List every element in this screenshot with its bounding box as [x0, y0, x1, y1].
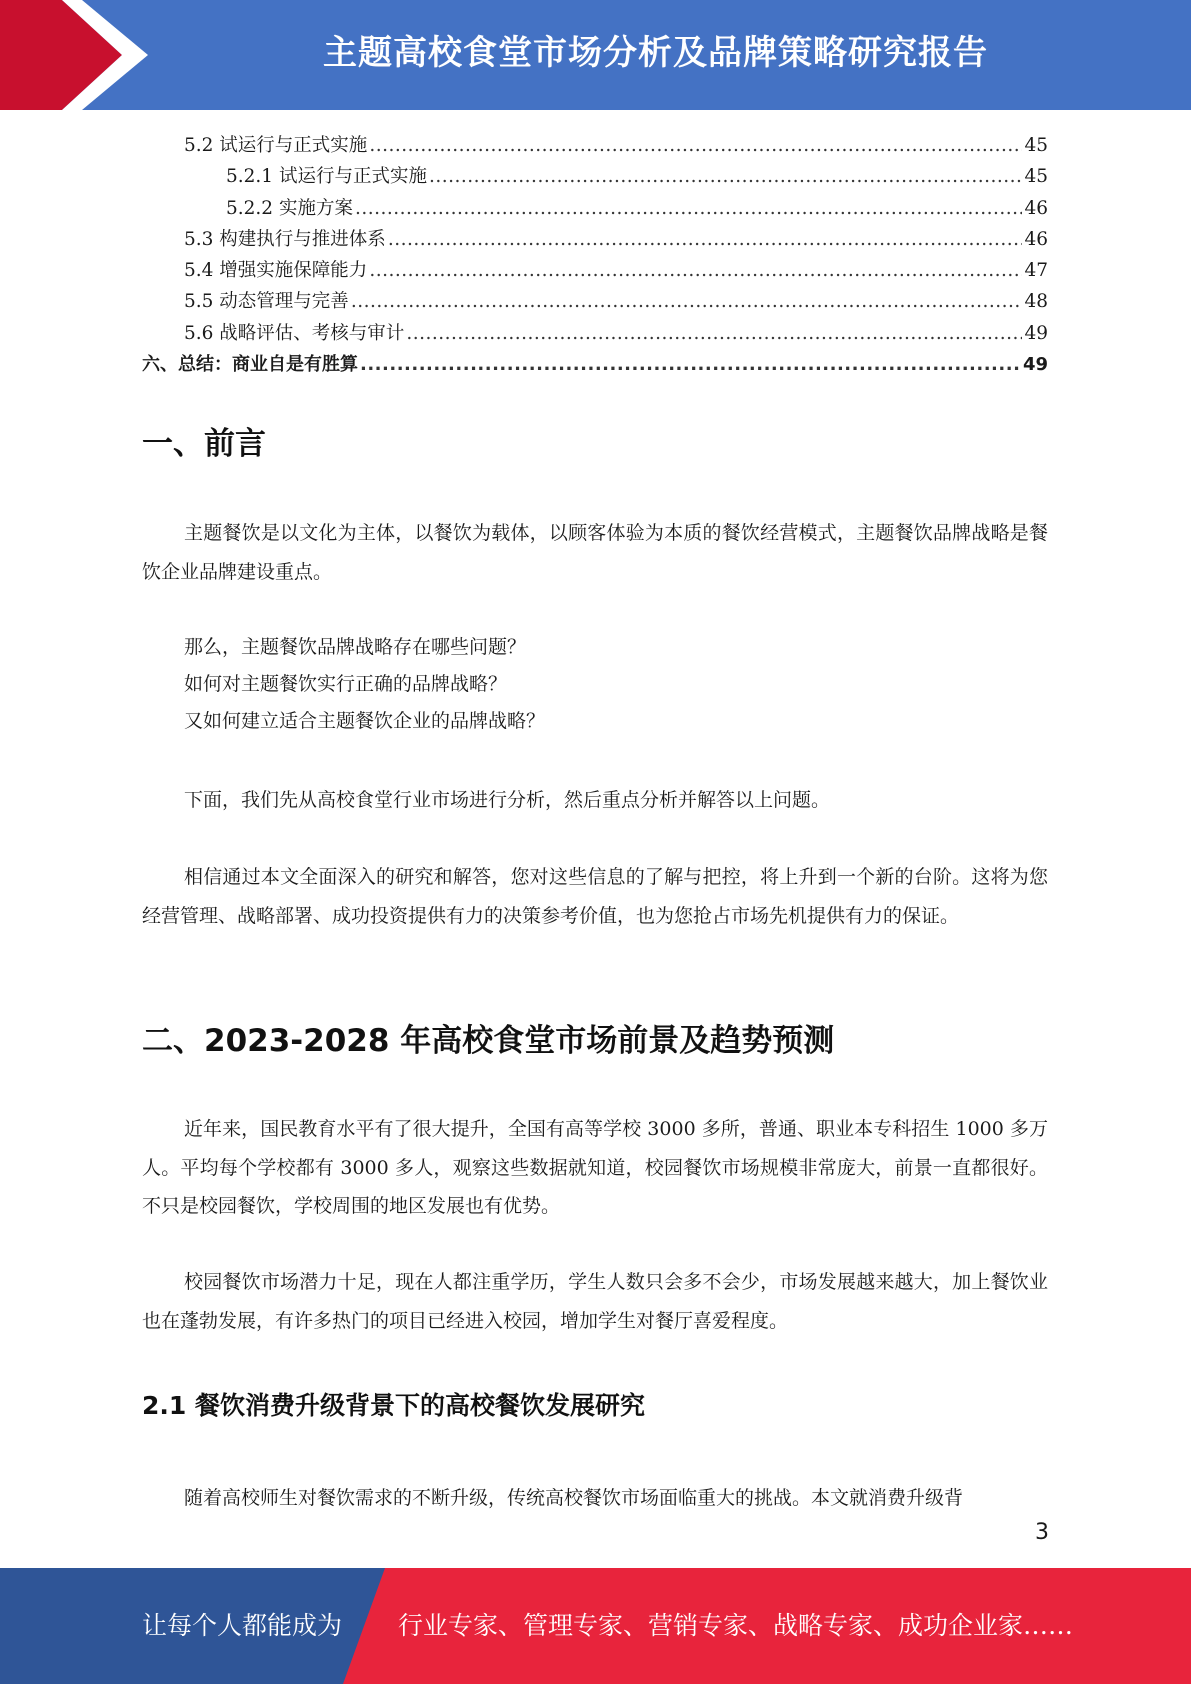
toc-item-chapter[interactable]	[142, 349, 1048, 380]
toc-item[interactable]	[142, 255, 1048, 286]
toc-item-page: 45	[1024, 135, 1048, 156]
toc-item-label: 5.4 增强实施保障能力	[184, 260, 368, 282]
toc-item-page: 46	[1024, 228, 1048, 250]
page-footer	[0, 1568, 1191, 1684]
toc-item-label: 5.2.1 试运行与正式实施	[226, 166, 427, 188]
paragraph: 随着高校师生对餐饮需求的不断升级，传统高校餐饮市场面临重大的挑战。本文就消费升级背	[184, 1487, 964, 1509]
toc-leader-dots	[351, 286, 1023, 317]
paragraph: 近年来，国民教育水平有了很大提升，全国有高等学校 3000 多所，普通、职业本专科招生 1000 多万人。平均每个学校都有 3000 多人，观察这些数据就知道，校园餐饮市场规模非常庞大，前景一直都很好。不只是校园餐饮，学校周围的地区发展也有优势。	[142, 1118, 1048, 1217]
paragraph: 相信通过本文全面深入的研究和解答，您对这些信息的了解与把控，将上升到一个新的台阶。这将为您经营管理、战略部署、成功投资提供有力的决策参考价值，也为您抢占市场先机提供有力的保证。	[142, 866, 1048, 927]
section-heading-forecast: 二、2023-2028 年高校食堂市场前景及趋势预测	[142, 1023, 835, 1059]
paragraph: 下面，我们先从高校食堂行业市场进行分析，然后重点分析并解答以上问题。	[184, 789, 831, 811]
toc-leader-dots	[369, 255, 1022, 286]
toc-item[interactable]	[142, 286, 1048, 317]
section-heading-preface: 一、前言	[142, 426, 266, 462]
toc-item-page: 48	[1024, 291, 1048, 313]
page-header	[0, 0, 1191, 110]
footer-slogan-left: 让每个人都能成为	[142, 1611, 343, 1640]
toc-item[interactable]	[142, 318, 1048, 349]
toc-item-page: 49	[1022, 354, 1048, 376]
subsection-heading: 2.1 餐饮消费升级背景下的高校餐饮发展研究	[142, 1391, 645, 1420]
toc-item-page: 47	[1024, 260, 1048, 282]
paragraph: 主题餐饮是以文化为主体，以餐饮为载体，以顾客体验为本质的餐饮经营模式，主题餐饮品牌战略是餐饮企业品牌建设重点。	[142, 522, 1048, 583]
table-of-contents	[142, 130, 1048, 380]
toc-item[interactable]	[142, 161, 1048, 192]
toc-item-label: 六、总结：商业自是有胜算	[142, 354, 358, 376]
toc-leader-dots	[388, 224, 1023, 255]
toc-item-page: 49	[1024, 322, 1048, 344]
toc-leader-dots	[406, 318, 1022, 349]
page-number: 3	[1035, 1520, 1049, 1545]
toc-item-label: 5.5 动态管理与完善	[184, 291, 349, 313]
toc-leader-dots	[369, 130, 1022, 161]
report-title: 主题高校食堂市场分析及品牌策略研究报告	[323, 33, 988, 73]
toc-item-page: 46	[1024, 197, 1048, 219]
toc-leader-dots	[360, 349, 1021, 380]
question-line: 又如何建立适合主题餐饮企业的品牌战略？	[184, 710, 546, 732]
paragraph: 校园餐饮市场潜力十足，现在人都注重学历，学生人数只会多不会少，市场发展越来越大，加上餐饮业也在蓬勃发展，有许多热门的项目已经进入校园，增加学生对餐厅喜爱程度。	[142, 1271, 1048, 1332]
toc-item-page: 45	[1024, 166, 1048, 188]
question-line: 那么，主题餐饮品牌战略存在哪些问题？	[184, 636, 527, 658]
footer-slogan-right: 行业专家、管理专家、营销专家、战略专家、成功企业家……	[398, 1611, 1074, 1640]
toc-item-label: 5.3 构建执行与推进体系	[184, 228, 386, 250]
question-line: 如何对主题餐饮实行正确的品牌战略？	[184, 673, 508, 695]
toc-item[interactable]	[142, 224, 1048, 255]
toc-item-label: 5.6 战略评估、考核与审计	[184, 322, 405, 344]
toc-item-label: 5.2 试运行与正式实施	[184, 135, 368, 156]
toc-leader-dots	[429, 161, 1022, 192]
toc-leader-dots	[355, 193, 1023, 224]
toc-item[interactable]	[142, 130, 1048, 161]
toc-item[interactable]	[142, 193, 1048, 224]
toc-item-label: 5.2.2 实施方案	[226, 197, 353, 219]
